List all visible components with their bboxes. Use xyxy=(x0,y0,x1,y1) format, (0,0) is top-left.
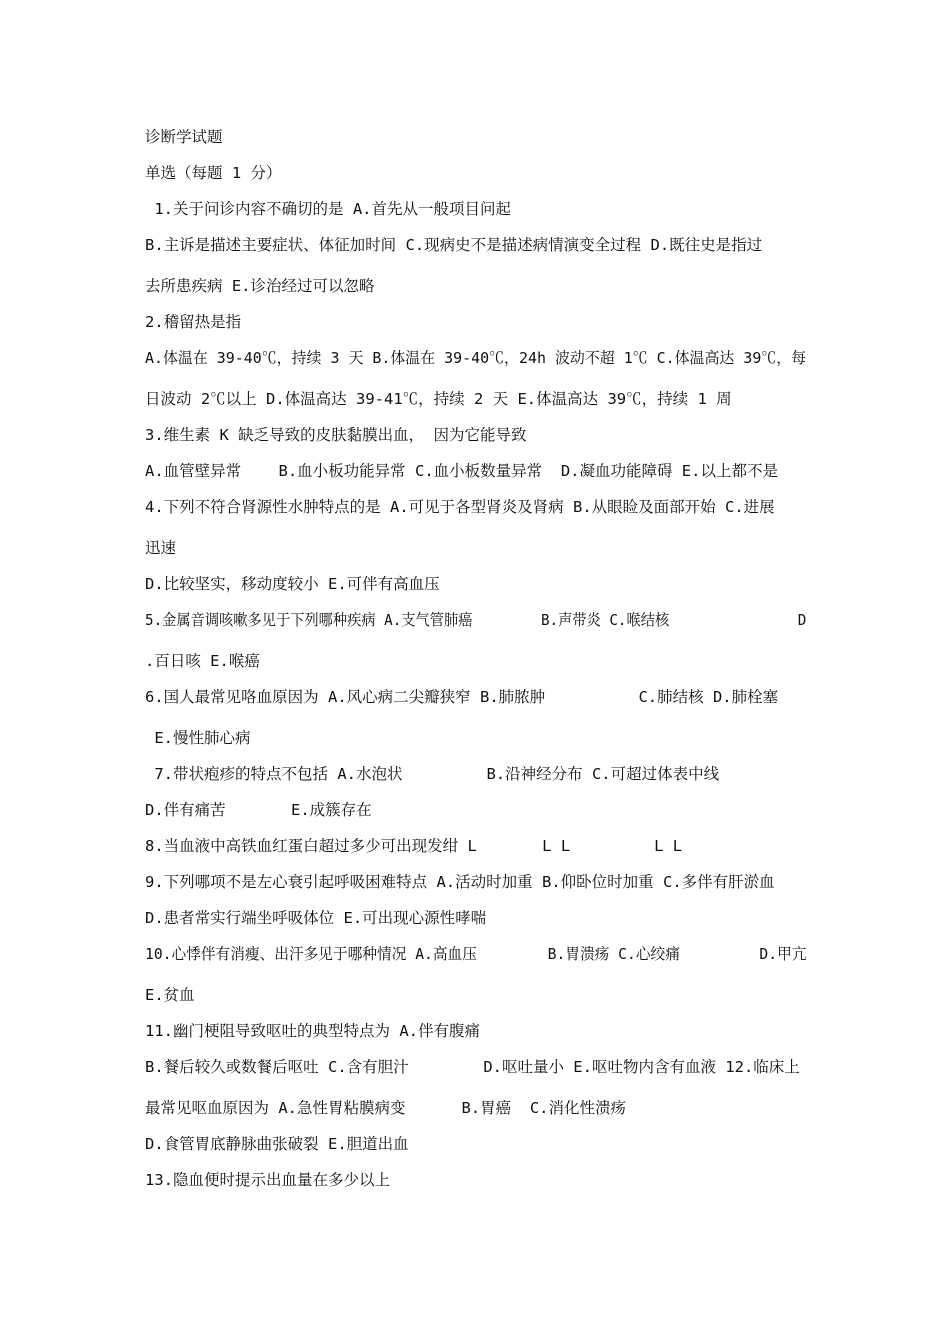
text-line: 5.金属音调咳嗽多见于下列哪种疾病 A.支气管肺癌 B.声带炎 C.喉结核 D xyxy=(145,611,807,629)
text-line: E.贫血 xyxy=(145,986,195,1004)
text-line: 4.下列不符合肾源性水肿特点的是 A.可见于各型肾炎及肾病 B.从眼睑及面部开始 C.进展 xyxy=(145,498,775,516)
document-title: 诊断学试题 xyxy=(145,128,223,146)
text-line: 日波动 2℃以上 D.体温高达 39-41℃，持续 2 天 E.体温高达 39℃，持续 1 周 xyxy=(145,390,732,408)
text-line: 7.带状疱疹的特点不包括 A.水泡状 B.沿神经分布 C.可超过体表中线 xyxy=(145,765,720,783)
section-heading: 单选（每题 1 分） xyxy=(145,164,282,182)
text-line: B.主诉是描述主要症状、体征加时间 C.现病史不是描述病情演变全过程 D.既往史是指过 xyxy=(145,236,763,254)
text-line: 迅速 xyxy=(145,539,177,557)
text-line: 9.下列哪项不是左心衰引起呼吸困难特点 A.活动时加重 B.仰卧位时加重 C.多伴有肝淤血 xyxy=(145,873,775,891)
text-line: A.体温在 39-40℃，持续 3 天 B.体温在 39-40℃，24h 波动不超 1℃ C.体温高达 39℃，每 xyxy=(145,349,807,367)
text-line: 13.隐血便时提示出血量在多少以上 xyxy=(145,1171,390,1189)
text-line: D.伴有痛苦 E.成簇存在 xyxy=(145,801,372,819)
text-line: A.血管壁异常 B.血小板功能异常 C.血小板数量异常 D.凝血功能障碍 E.以上都不是 xyxy=(145,462,778,480)
text-line: 去所患疾病 E.诊治经过可以忽略 xyxy=(145,277,375,295)
text-line: E.慢性肺心病 xyxy=(145,729,251,747)
text-line: 2.稽留热是指 xyxy=(145,313,242,331)
text-line: D.患者常实行端坐呼吸体位 E.可出现心源性哮喘 xyxy=(145,909,487,927)
text-line: 11.幽门梗阻导致呕吐的典型特点为 A.伴有腹痛 xyxy=(145,1022,480,1040)
text-line: .百日咳 E.喉癌 xyxy=(145,652,260,670)
text-line: 3.维生素 K 缺乏导致的皮肤黏膜出血， 因为它能导致 xyxy=(145,426,527,444)
text-line: 10.心悸伴有消瘦、出汗多见于哪种情况 A.高血压 B.胃溃疡 C.心绞痛 D.甲亢 xyxy=(145,945,807,963)
text-line: 1.关于问诊内容不确切的是 A.首先从一般项目问起 xyxy=(145,200,511,218)
text-line: 8.当血液中高铁血红蛋白超过多少可出现发绀 L L L L L xyxy=(145,837,683,855)
text-line: 最常见呕血原因为 A.急性胃粘膜病变 B.胃癌 C.消化性溃疡 xyxy=(145,1099,626,1117)
text-line: D.比较坚实，移动度较小 E.可伴有高血压 xyxy=(145,575,440,593)
text-line: D.食管胃底静脉曲张破裂 E.胆道出血 xyxy=(145,1135,409,1153)
text-line: B.餐后较久或数餐后呕吐 C.含有胆汁 D.呕吐量小 E.呕吐物内含有血液 12.临床上 xyxy=(145,1058,800,1076)
text-line: 6.国人最常见咯血原因为 A.风心病二尖瓣狭窄 B.肺脓肿 C.肺结核 D.肺栓塞 xyxy=(145,688,779,706)
